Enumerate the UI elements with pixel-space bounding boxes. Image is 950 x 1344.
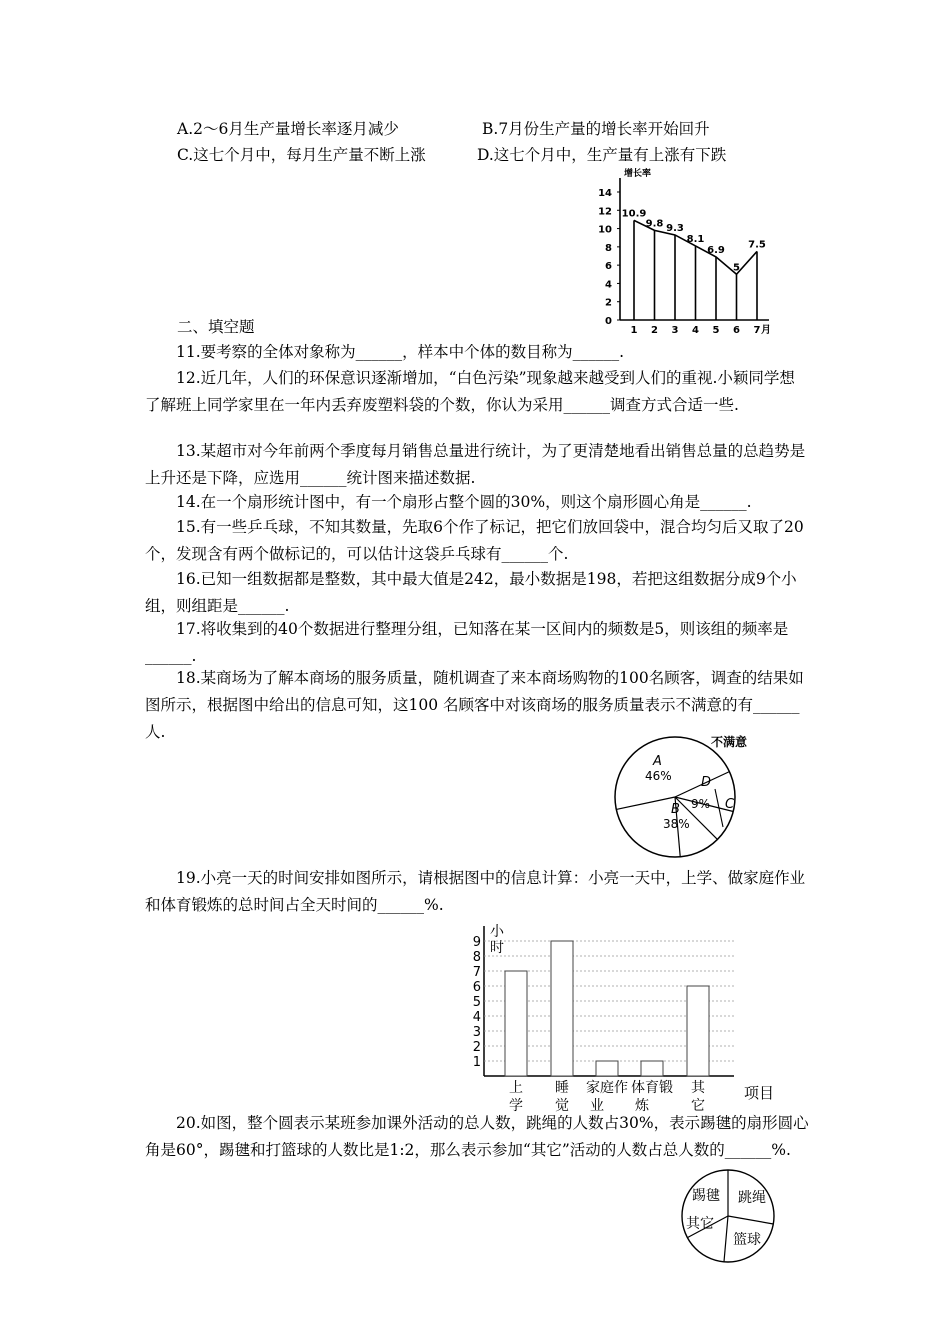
- bar: [596, 1061, 618, 1076]
- y-axis-label: 小: [490, 924, 504, 940]
- question-11-text: 11.要考察的全体对象称为______，样本中个体的数目称为______.: [176, 343, 625, 361]
- y-tick-label: 5: [472, 995, 481, 1010]
- daily-time-chart: [452, 918, 792, 1118]
- slice-label: D: [701, 775, 712, 790]
- y-tick-label: 9: [472, 935, 481, 950]
- choice-a: A.2～6月生产量增长率逐月减少: [177, 120, 399, 138]
- question-17-text: 17.将收集到的40个数据进行整理分组，已知落在某一区间内的频数是5，则该组的频率是______.: [145, 620, 789, 665]
- x-tick-label: 上: [509, 1080, 523, 1096]
- question-12-text: 12.近几年，人们的环保意识逐渐增加，“白色污染”现象越来越受到人们的重视.小颖同学想了解班上同学家里在一年内丢弃废塑料袋的个数，你认为采用______调查方式合适一些.: [145, 369, 795, 414]
- x-tick-label: 1: [630, 325, 638, 336]
- slice-label: C: [725, 797, 735, 812]
- y-tick-label: 4: [472, 1010, 481, 1025]
- slice-label: 篮球: [733, 1232, 761, 1248]
- x-tick-label: 7: [753, 325, 761, 336]
- x-tick-label: 它: [691, 1098, 705, 1114]
- y-tick-label: 12: [598, 206, 612, 218]
- x-tick-label: 6: [733, 325, 740, 336]
- y-tick-label: 3: [472, 1025, 481, 1040]
- choice-d: D.这七个月中，生产量有上涨有下跌: [477, 146, 727, 164]
- x-tick-label: 4: [692, 325, 699, 336]
- choice-c: C.这七个月中，每月生产量不断上涨: [177, 146, 426, 164]
- x-tick-label: 体育锻: [631, 1080, 673, 1096]
- bar: [505, 971, 527, 1076]
- bar: [687, 986, 709, 1076]
- x-axis-label: 月: [761, 325, 771, 336]
- y-tick-label: 7: [472, 965, 481, 980]
- slice-label: 跳绳: [738, 1190, 766, 1206]
- x-tick-label: 其: [691, 1080, 705, 1096]
- data-label: 10.9: [621, 208, 647, 220]
- growth-rate-chart: [588, 166, 788, 338]
- x-tick-label: 3: [671, 325, 679, 336]
- slice-label: B: [671, 802, 680, 817]
- bar: [551, 941, 573, 1076]
- x-tick-label: 炼: [635, 1098, 649, 1114]
- question-11: [145, 339, 810, 366]
- activity-pie-chart: [670, 1168, 790, 1268]
- y-tick-label: 8: [605, 242, 612, 254]
- slice-value: 46%: [645, 769, 672, 783]
- question-15: [145, 514, 810, 568]
- slice-label: 踢毽: [692, 1188, 720, 1204]
- question-13: [145, 438, 810, 492]
- y-tick-label: 14: [598, 188, 612, 199]
- x-tick-label: 业: [590, 1098, 604, 1114]
- question-16: [145, 566, 810, 620]
- question-15-text: 15.有一些乒乓球，不知其数量，先取6个作了标记，把它们放回袋中，混合均匀后又取了20个，发现含有两个做标记的，可以估计这袋乒乓球有______个.: [145, 518, 804, 563]
- y-axis-label: 增长率: [624, 169, 652, 179]
- choice-b: B.7月份生产量的增长率开始回升: [482, 120, 710, 138]
- x-axis-label: 项目: [744, 1084, 775, 1102]
- slice-value: 38%: [663, 817, 690, 831]
- data-label: 8.1: [686, 233, 705, 245]
- y-tick-label: 2: [472, 1040, 481, 1055]
- question-20: [145, 1110, 810, 1164]
- slice-label: 其它: [686, 1216, 714, 1232]
- y-tick-label: 6: [472, 980, 481, 995]
- data-label: 7.5: [748, 239, 766, 251]
- y-tick-label: 8: [472, 950, 481, 965]
- section-title: 二、填空题: [177, 318, 255, 336]
- question-12: [145, 365, 810, 419]
- data-label: 9.3: [666, 222, 684, 234]
- question-20-text: 20.如图，整个圆表示某班参加课外活动的总人数，跳绳的人数占30%，表示踢毽的扇形圆心角是60°，踢毽和打篮球的人数比是1:2，那么表示参加“其它”活动的人数占总人数的______%.: [145, 1114, 809, 1159]
- question-14: [145, 489, 810, 516]
- y-tick-label: 6: [605, 261, 612, 273]
- slice-divider: [728, 1216, 773, 1224]
- slice-label: A: [653, 754, 662, 769]
- satisfaction-pie-chart: [605, 732, 785, 860]
- question-19-text: 19.小亮一天的时间安排如图所示，请根据图中的信息计算：小亮一天中，上学、做家庭作业和体育锻炼的总时间占全天时间的______%.: [145, 869, 806, 914]
- x-tick-label: 学: [509, 1098, 523, 1114]
- question-17: [145, 616, 810, 670]
- slice-divider: [616, 797, 675, 809]
- data-label: 6.9: [707, 244, 725, 256]
- x-tick-label: 觉: [555, 1098, 569, 1114]
- annotation: 不满意: [711, 735, 748, 749]
- x-tick-label: 家庭作: [586, 1080, 628, 1096]
- x-tick-label: 5: [712, 325, 720, 336]
- bar: [641, 1061, 663, 1076]
- y-tick-label: 0: [605, 316, 612, 327]
- question-19: [145, 865, 810, 919]
- question-16-text: 16.已知一组数据都是整数，其中最大值是242，最小数据是198，若把这组数据分成9个小组，则组距是______.: [145, 570, 797, 615]
- y-tick-label: 2: [605, 297, 612, 309]
- slice-divider: [724, 1216, 728, 1262]
- y-tick-label: 4: [605, 279, 612, 291]
- x-tick-label: 睡: [555, 1080, 569, 1096]
- slice-divider: [715, 789, 723, 827]
- question-13-text: 13.某超市对今年前两个季度每月销售总量进行统计，为了更清楚地看出销售总量的总趋势是上升还是下降，应选用______统计图来描述数据.: [145, 442, 806, 487]
- data-label: 5: [733, 262, 740, 274]
- x-tick-label: 2: [651, 325, 658, 336]
- y-axis-label: 时: [490, 940, 504, 956]
- question-18-text: 18.某商场为了解本商场的服务质量，随机调查了来本商场购物的100名顾客，调查的结果如图所示，根据图中给出的信息可知，这100 名顾客中对该商场的服务质量表示不满意的有______人.: [145, 669, 804, 741]
- y-tick-label: 1: [472, 1055, 481, 1070]
- question-14-text: 14.在一个扇形统计图中，有一个扇形占整个圆的30%，则这个扇形圆心角是______.: [176, 493, 752, 511]
- y-tick-label: 10: [598, 224, 612, 236]
- slice-value: 9%: [691, 797, 711, 811]
- data-label: 9.8: [645, 218, 664, 230]
